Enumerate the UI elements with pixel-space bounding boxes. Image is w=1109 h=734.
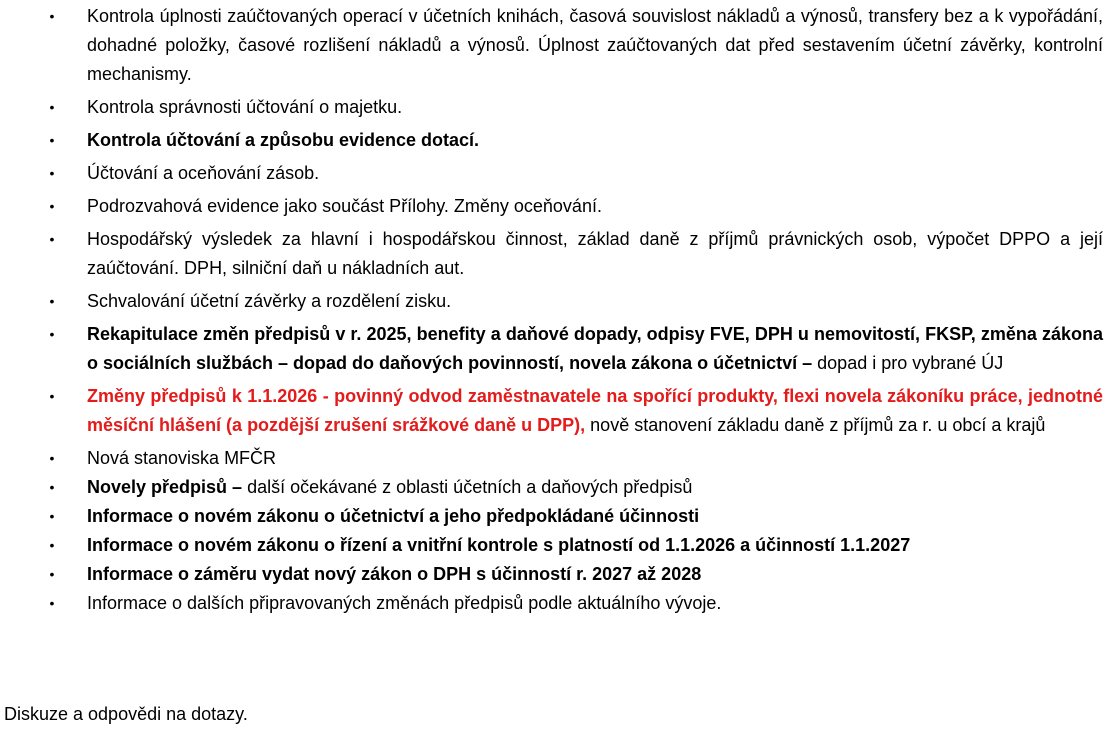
bullet-icon: • <box>49 388 55 404</box>
list-item <box>0 473 1109 502</box>
bullet-icon: • <box>49 595 55 611</box>
bullet-list <box>0 2 1109 618</box>
closing-note: Diskuze a odpovědi na dotazy. <box>4 704 248 724</box>
item-bold-text: Rekapitulace změn předpisů v r. 2025, benefity a daňové dopady, odpisy FVE, DPH u nemovitostí, FKSP, změna zákona o sociálních službách – dopad do daňových povinností, novela zákona o účetnictví – <box>87 324 1103 373</box>
list-item <box>0 531 1109 560</box>
item-text: Nová stanoviska MFČR <box>87 448 277 468</box>
item-text: nově stanovení základu daně z příjmů za r. u obcí a krajů <box>585 415 1046 435</box>
list-item <box>0 502 1109 531</box>
list-item <box>0 444 1109 473</box>
bullet-icon: • <box>49 8 55 24</box>
bullet-icon: • <box>49 479 55 495</box>
item-bold-text: Novely předpisů – <box>87 477 243 497</box>
item-highlight-text: Změny předpisů k 1.1.2026 - povinný odvod zaměstnavatele na spořící produkty, flexi novela zákoníku práce, jednotné měsíční hlášení (a pozdější zrušení srážkové daně u DPP), <box>87 386 1103 435</box>
bullet-icon: • <box>49 165 55 181</box>
item-bold-text: Informace o záměru vydat nový zákon o DPH s účinností r. 2027 až 2028 <box>87 564 702 584</box>
bullet-icon: • <box>49 293 55 309</box>
list-item <box>0 560 1109 589</box>
bullet-icon: • <box>49 450 55 466</box>
bullet-icon: • <box>49 508 55 524</box>
item-text: další očekávané z oblasti účetních a daňových předpisů <box>242 477 693 497</box>
list-item <box>0 225 1109 283</box>
item-text: dopad i pro vybrané ÚJ <box>812 353 1004 373</box>
bullet-icon: • <box>49 326 55 342</box>
document-body <box>0 2 1109 618</box>
bullet-icon: • <box>49 566 55 582</box>
list-item <box>0 159 1109 188</box>
list-item <box>0 192 1109 221</box>
item-bold-text: Informace o novém zákonu o účetnictví a jeho předpokládané účinnosti <box>87 506 700 526</box>
list-item <box>0 287 1109 316</box>
item-text: Podrozvahová evidence jako součást Přílohy. Změny oceňování. <box>87 196 602 216</box>
item-text: Účtování a oceňování zásob. <box>87 163 320 183</box>
bullet-icon: • <box>49 537 55 553</box>
item-text: Kontrola účtování a způsobu evidence dotací. <box>87 130 480 150</box>
item-text: Kontrola úplnosti zaúčtovaných operací v účetních knihách, časová souvislost nákladů a výnosů, transfery bez a k vypořádání, dohadné položky, časové rozlišení nákladů a výnosů. Úplnost zaúčtovaných dat před sestavením účetní závěrky, kontrolní mechanismy. <box>87 6 1103 84</box>
list-item <box>0 382 1109 440</box>
item-text: Informace o dalších připravovaných změnách předpisů podle aktuálního vývoje. <box>87 593 722 613</box>
item-bold-text: Informace o novém zákonu o řízení a vnitřní kontrole s platností od 1.1.2026 a účinností 1.1.2027 <box>87 535 911 555</box>
bullet-icon: • <box>49 132 55 148</box>
list-item <box>0 320 1109 378</box>
list-item <box>0 2 1109 89</box>
bullet-icon: • <box>49 198 55 214</box>
bullet-icon: • <box>49 231 55 247</box>
item-text: Schvalování účetní závěrky a rozdělení zisku. <box>87 291 452 311</box>
item-text: Kontrola správnosti účtování o majetku. <box>87 97 403 117</box>
item-text: Hospodářský výsledek za hlavní i hospodářskou činnost, základ daně z příjmů právnických osob, výpočet DPPO a její zaúčtování. DPH, silniční daň u nákladních aut. <box>87 229 1103 278</box>
list-item <box>0 93 1109 122</box>
list-item <box>0 126 1109 155</box>
bullet-icon: • <box>49 99 55 115</box>
list-item <box>0 589 1109 618</box>
